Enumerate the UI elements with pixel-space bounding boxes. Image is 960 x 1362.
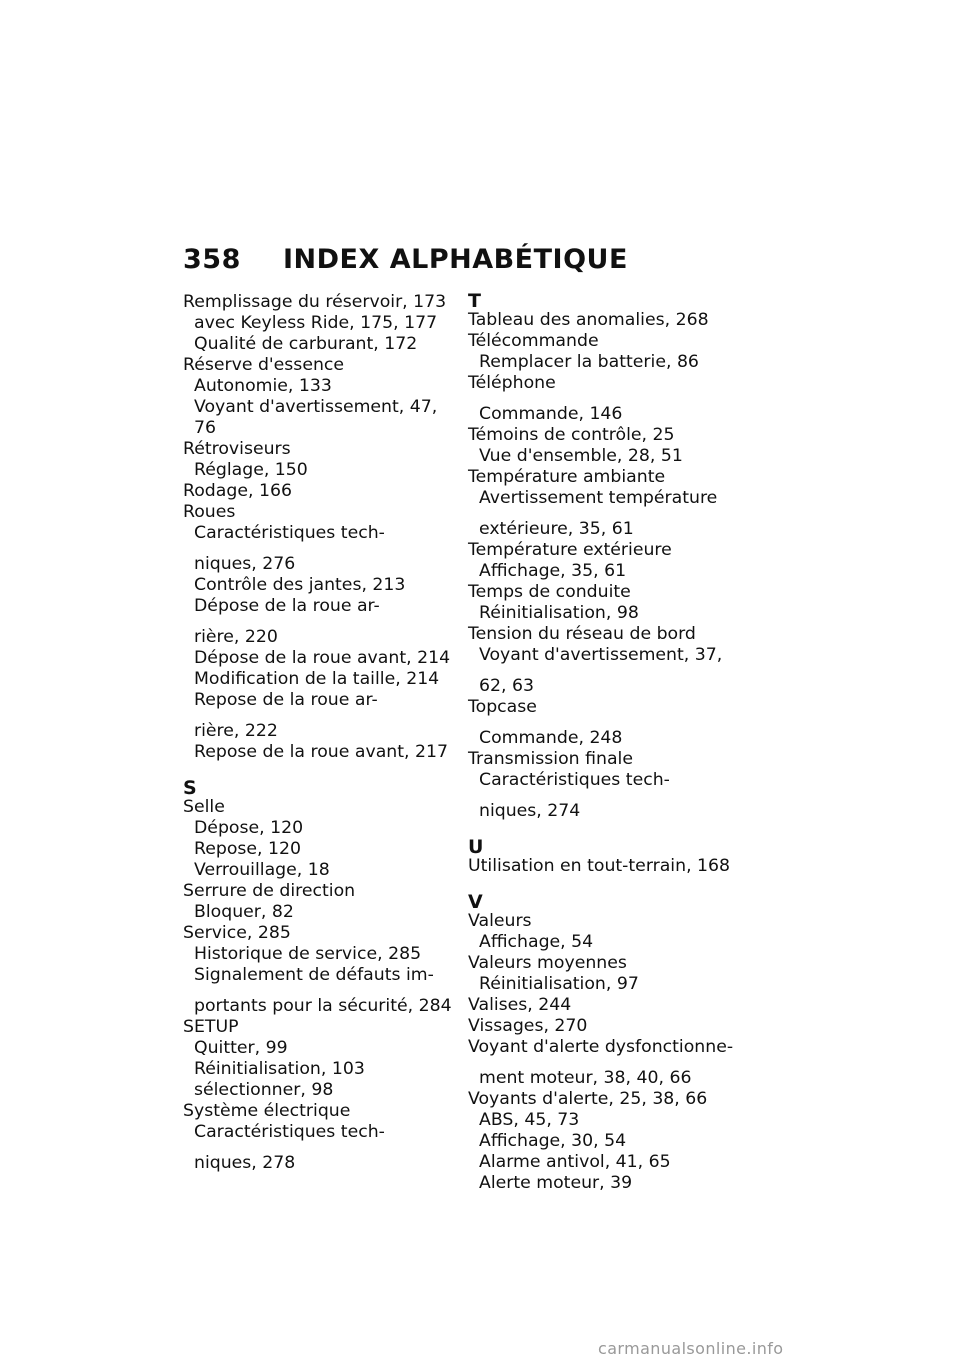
index-subentry: Réglage, 150 bbox=[194, 460, 308, 480]
index-subentry: Vue d'ensemble, 28, 51 bbox=[479, 446, 683, 466]
index-entry: Valises, 244 bbox=[468, 995, 572, 1015]
index-letter-heading: U bbox=[468, 836, 484, 858]
index-subentry: portants pour la sécurité, 284 bbox=[194, 996, 452, 1016]
index-column-left bbox=[183, 292, 453, 1174]
index-entry: Voyant d'alerte dysfonctionne- bbox=[468, 1037, 734, 1057]
index-column-right bbox=[468, 292, 738, 1194]
page-title: INDEX ALPHABÉTIQUE bbox=[283, 244, 628, 275]
page-header bbox=[183, 244, 628, 275]
index-subentry: Caractéristiques tech- bbox=[194, 523, 385, 543]
index-subentry: Alerte moteur, 39 bbox=[479, 1173, 633, 1193]
index-entry: Voyants d'alerte, 25, 38, 66 bbox=[468, 1089, 708, 1109]
index-subentry: niques, 274 bbox=[479, 801, 581, 821]
index-subentry: Dépose de la roue ar- bbox=[194, 596, 380, 616]
index-subentry: ABS, 45, 73 bbox=[479, 1110, 580, 1130]
index-entry: Rodage, 166 bbox=[183, 481, 292, 501]
index-subentry: Voyant d'avertissement, 37, bbox=[479, 645, 723, 665]
index-entry: Rétroviseurs bbox=[183, 439, 291, 459]
index-subentry: Alarme antivol, 41, 65 bbox=[479, 1152, 671, 1172]
page-number: 358 bbox=[183, 244, 241, 275]
index-entry: Utilisation en tout-terrain, 168 bbox=[468, 856, 731, 876]
index-entry: Service, 285 bbox=[183, 923, 291, 943]
index-subentry: Affichage, 35, 61 bbox=[479, 561, 627, 581]
index-letter-heading: S bbox=[183, 777, 197, 799]
index-subentry: rière, 220 bbox=[194, 627, 278, 647]
index-entry: Système électrique bbox=[183, 1101, 351, 1121]
index-entry: Remplissage du réservoir, 173 bbox=[183, 292, 447, 312]
index-subentry: Réinitialisation, 97 bbox=[479, 974, 639, 994]
index-entry: Téléphone bbox=[468, 373, 556, 393]
index-subentry: Repose de la roue ar- bbox=[194, 690, 378, 710]
index-subentry: niques, 276 bbox=[194, 554, 296, 574]
index-subentry: 76 bbox=[194, 418, 216, 438]
index-entry: Temps de conduite bbox=[468, 582, 631, 602]
index-subentry: Dépose, 120 bbox=[194, 818, 304, 838]
index-subentry: Réinitialisation, 98 bbox=[479, 603, 639, 623]
index-entry: Tension du réseau de bord bbox=[468, 624, 696, 644]
index-entry: Valeurs bbox=[468, 911, 532, 931]
index-subentry: niques, 278 bbox=[194, 1153, 296, 1173]
index-subentry: Dépose de la roue avant, 214 bbox=[194, 648, 451, 668]
index-entry: Vissages, 270 bbox=[468, 1016, 588, 1036]
index-subentry: rière, 222 bbox=[194, 721, 278, 741]
index-subentry: Contrôle des jantes, 213 bbox=[194, 575, 406, 595]
index-subentry: Signalement de défauts im- bbox=[194, 965, 434, 985]
index-entry: Température extérieure bbox=[468, 540, 672, 560]
index-letter-heading: V bbox=[468, 891, 483, 913]
index-subentry: 62, 63 bbox=[479, 676, 534, 696]
index-subentry: Commande, 248 bbox=[479, 728, 623, 748]
index-entry: Réserve d'essence bbox=[183, 355, 345, 375]
watermark: carmanualsonline.info bbox=[598, 1339, 784, 1358]
index-subentry: Remplacer la batterie, 86 bbox=[479, 352, 699, 372]
index-subentry: Caractéristiques tech- bbox=[194, 1122, 385, 1142]
index-subentry: Avertissement température bbox=[479, 488, 718, 508]
index-entry: Serrure de direction bbox=[183, 881, 356, 901]
index-subentry: Repose, 120 bbox=[194, 839, 302, 859]
index-subentry: Quitter, 99 bbox=[194, 1038, 288, 1058]
index-subentry: ment moteur, 38, 40, 66 bbox=[479, 1068, 692, 1088]
index-subentry: Voyant d'avertissement, 47, bbox=[194, 397, 438, 417]
index-subentry: Historique de service, 285 bbox=[194, 944, 422, 964]
index-entry: Témoins de contrôle, 25 bbox=[468, 425, 675, 445]
index-subentry: Verrouillage, 18 bbox=[194, 860, 330, 880]
index-subentry: Autonomie, 133 bbox=[194, 376, 332, 396]
index-subentry: Modification de la taille, 214 bbox=[194, 669, 440, 689]
index-subentry: avec Keyless Ride, 175, 177 bbox=[194, 313, 438, 333]
index-entry: Télécommande bbox=[468, 331, 599, 351]
index-entry: Tableau des anomalies, 268 bbox=[468, 310, 709, 330]
index-subentry: sélectionner, 98 bbox=[194, 1080, 334, 1100]
index-subentry: Caractéristiques tech- bbox=[479, 770, 670, 790]
index-entry: Transmission finale bbox=[468, 749, 633, 769]
index-subentry: Repose de la roue avant, 217 bbox=[194, 742, 448, 762]
index-subentry: Affichage, 54 bbox=[479, 932, 594, 952]
index-subentry: Affichage, 30, 54 bbox=[479, 1131, 627, 1151]
index-subentry: Réinitialisation, 103 bbox=[194, 1059, 365, 1079]
index-subentry: Bloquer, 82 bbox=[194, 902, 294, 922]
index-entry: Topcase bbox=[468, 697, 537, 717]
index-entry: SETUP bbox=[183, 1017, 239, 1037]
index-letter-heading: T bbox=[468, 290, 481, 312]
index-entry: Valeurs moyennes bbox=[468, 953, 627, 973]
index-entry: Température ambiante bbox=[468, 467, 666, 487]
index-subentry: Qualité de carburant, 172 bbox=[194, 334, 418, 354]
index-subentry: Commande, 146 bbox=[479, 404, 623, 424]
index-entry: Roues bbox=[183, 502, 236, 522]
index-subentry: extérieure, 35, 61 bbox=[479, 519, 634, 539]
index-entry: Selle bbox=[183, 797, 225, 817]
